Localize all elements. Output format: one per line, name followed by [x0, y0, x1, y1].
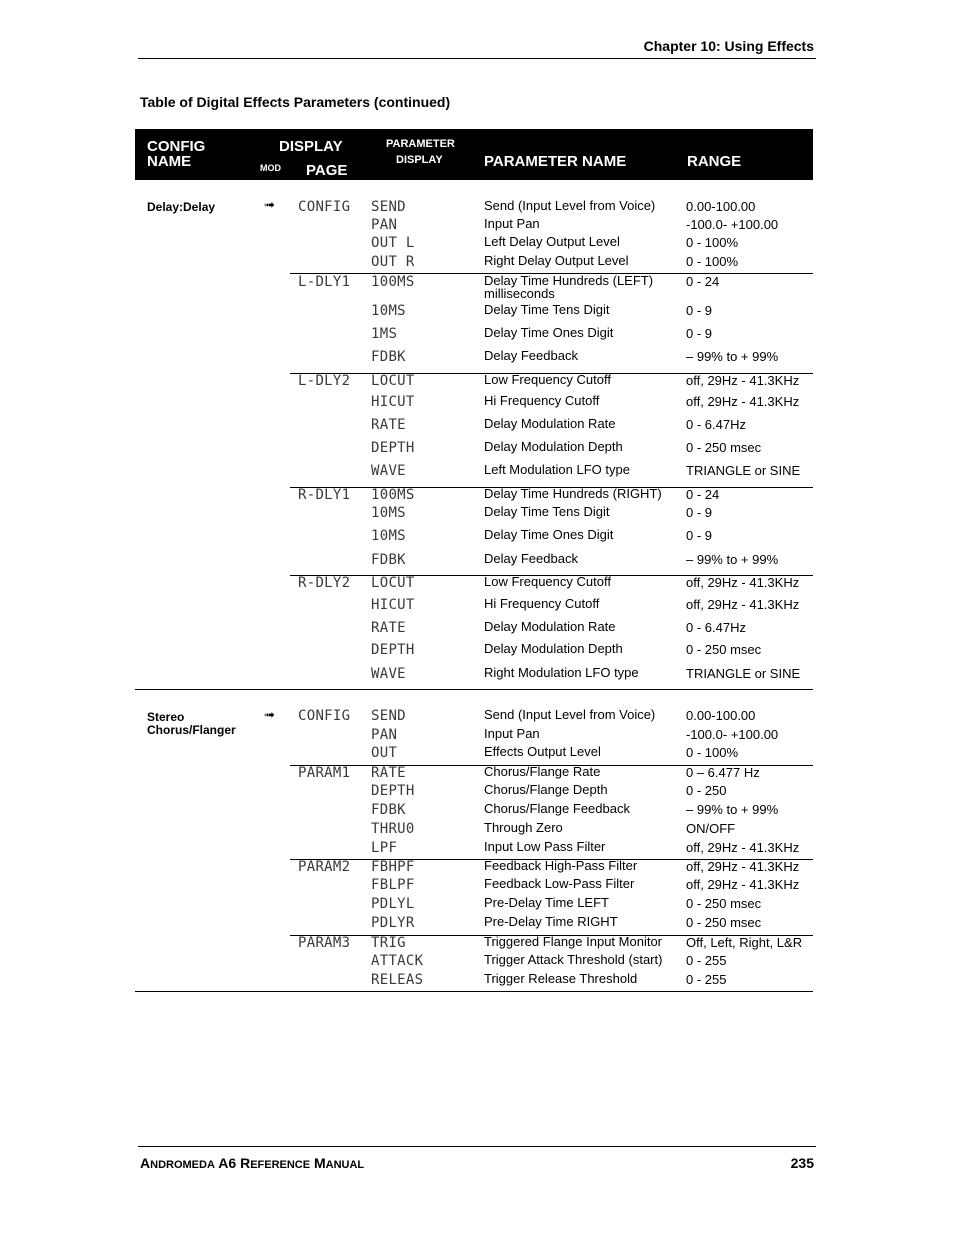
parameter-display: SEND	[371, 708, 406, 724]
parameter-display: FDBK	[371, 552, 406, 568]
parameter-display: LOCUT	[371, 373, 415, 389]
parameter-name: Delay Time Hundreds (RIGHT)	[484, 486, 662, 501]
col-parameter-name: PARAMETER NAME	[484, 153, 627, 170]
parameter-name: Delay Time Hundreds (LEFT)	[484, 273, 654, 288]
manual-title-part: NDROMEDA	[150, 1159, 215, 1171]
table-title: Table of Digital Effects Parameters (continued)	[140, 94, 451, 110]
parameter-range: 0 – 6.477 Hz	[686, 765, 760, 780]
parameter-range: TRIANGLE or SINE	[686, 463, 801, 478]
parameter-range: 0 - 255	[686, 953, 727, 968]
parameter-name: Chorus/Flange Rate	[484, 764, 601, 779]
display-page: CONFIG	[298, 708, 351, 724]
parameter-display: RATE	[371, 417, 406, 433]
parameter-range: 0 - 24	[686, 487, 720, 502]
parameter-display: WAVE	[371, 463, 406, 479]
parameter-range: TRIANGLE or SINE	[686, 666, 801, 681]
parameter-range: – 99% to + 99%	[686, 349, 779, 364]
group-separator	[290, 765, 813, 766]
parameter-name-continued: milliseconds	[484, 286, 555, 301]
config-name-chorus-flanger	[147, 711, 236, 737]
parameter-range: off, 29Hz - 41.3KHz	[686, 840, 800, 855]
parameter-name: Delay Time Ones Digit	[484, 325, 614, 340]
display-page: PARAM3	[298, 935, 351, 951]
parameter-range: off, 29Hz - 41.3KHz	[686, 373, 800, 388]
parameter-name: Trigger Release Threshold	[484, 971, 638, 986]
parameter-range: off, 29Hz - 41.3KHz	[686, 859, 800, 874]
parameter-range: 0.00-100.00	[686, 708, 756, 723]
parameter-name: Delay Time Tens Digit	[484, 504, 610, 519]
manual-title-part: ANUAL	[325, 1159, 365, 1171]
manual-title-part: M	[310, 1155, 326, 1171]
display-page: PARAM2	[298, 859, 351, 875]
table-end-rule	[135, 991, 813, 992]
footer-rule	[138, 1146, 816, 1147]
parameter-display: OUT	[371, 745, 398, 761]
group-separator	[290, 487, 813, 488]
table-header	[135, 129, 813, 180]
parameter-display: DEPTH	[371, 642, 415, 658]
parameter-range: 0 - 9	[686, 303, 713, 318]
parameter-range: -100.0- +100.00	[686, 727, 779, 742]
parameter-display: 1MS	[371, 326, 398, 342]
parameter-range: 0 - 24	[686, 274, 720, 289]
col-config-line2: NAME	[147, 153, 192, 170]
parameter-display: FDBK	[371, 802, 406, 818]
parameter-range: 0 - 100%	[686, 235, 739, 250]
mod-arrow-icon: ➟	[264, 197, 275, 212]
parameter-name: Hi Frequency Cutoff	[484, 596, 600, 611]
parameter-name: Pre-Delay Time RIGHT	[484, 914, 618, 929]
parameter-display: RATE	[371, 765, 406, 781]
parameter-display: OUT L	[371, 235, 415, 251]
display-page: R-DLY1	[298, 487, 351, 503]
parameter-range: – 99% to + 99%	[686, 552, 779, 567]
display-page: CONFIG	[298, 199, 351, 215]
group-separator	[290, 935, 813, 936]
parameter-display: LPF	[371, 840, 398, 856]
parameter-display: PDLYR	[371, 915, 415, 931]
parameter-range: 0 - 100%	[686, 254, 739, 269]
parameter-range: 0 - 250 msec	[686, 642, 762, 657]
col-display: DISPLAY	[279, 138, 343, 155]
chapter-heading: Chapter 10: Using Effects	[643, 38, 814, 54]
manual-title-part: A6 R	[214, 1155, 251, 1171]
col-page: PAGE	[306, 162, 348, 179]
parameter-display: FDBK	[371, 349, 406, 365]
parameter-display: OUT R	[371, 254, 415, 270]
parameter-display: WAVE	[371, 666, 406, 682]
parameter-display: PAN	[371, 727, 398, 743]
col-param-display-line2: DISPLAY	[396, 154, 443, 166]
parameter-name: Send (Input Level from Voice)	[484, 198, 656, 213]
group-separator	[290, 373, 813, 374]
parameter-range: 0 - 255	[686, 972, 727, 987]
parameter-name: Right Modulation LFO type	[484, 665, 639, 680]
parameter-range: -100.0- +100.00	[686, 217, 779, 232]
parameter-display: 10MS	[371, 528, 406, 544]
manual-title-part: EFERENCE	[250, 1159, 311, 1171]
parameter-name: Input Pan	[484, 216, 540, 231]
parameter-range: 0 - 9	[686, 528, 713, 543]
parameter-name: Delay Modulation Depth	[484, 439, 623, 454]
parameter-name: Pre-Delay Time LEFT	[484, 895, 609, 910]
parameter-name: Through Zero	[484, 820, 563, 835]
parameter-name: Delay Modulation Rate	[484, 416, 616, 431]
parameter-range: 0 - 9	[686, 326, 713, 341]
parameter-display: ATTACK	[371, 953, 424, 969]
parameter-name: Delay Feedback	[484, 551, 578, 566]
parameter-display: FBLPF	[371, 877, 415, 893]
parameter-range: 0 - 250 msec	[686, 915, 762, 930]
parameter-display: RELEAS	[371, 972, 424, 988]
section-separator	[135, 689, 813, 690]
parameter-name: Chorus/Flange Depth	[484, 782, 608, 797]
parameter-name: Delay Modulation Rate	[484, 619, 616, 634]
parameter-name: Low Frequency Cutoff	[484, 372, 611, 387]
parameter-name: Triggered Flange Input Monitor	[484, 934, 663, 949]
parameter-range: Off, Left, Right, L&R	[686, 935, 803, 950]
parameter-range: 0 - 6.47Hz	[686, 620, 746, 635]
parameter-range: 0 - 9	[686, 505, 713, 520]
parameter-name: Effects Output Level	[484, 744, 601, 759]
parameter-display: 100MS	[371, 274, 415, 290]
parameter-display: TRIG	[371, 935, 406, 951]
group-separator	[290, 575, 813, 576]
parameter-display: FBHPF	[371, 859, 415, 875]
config-name-line: Delay:Delay	[147, 200, 216, 214]
parameter-range: 0 - 100%	[686, 745, 739, 760]
parameter-name: Input Low Pass Filter	[484, 839, 606, 854]
parameter-display: HICUT	[371, 394, 415, 410]
parameter-display: DEPTH	[371, 440, 415, 456]
parameter-display: SEND	[371, 199, 406, 215]
parameter-range: 0 - 250 msec	[686, 896, 762, 911]
parameter-name: Delay Feedback	[484, 348, 578, 363]
parameter-display: DEPTH	[371, 783, 415, 799]
parameter-display: 10MS	[371, 303, 406, 319]
display-page: R-DLY2	[298, 575, 351, 591]
parameter-display: PDLYL	[371, 896, 415, 912]
display-page: PARAM1	[298, 765, 351, 781]
parameter-name: Left Modulation LFO type	[484, 462, 630, 477]
parameter-name: Chorus/Flange Feedback	[484, 801, 630, 816]
mod-arrow-icon: ➟	[264, 707, 275, 722]
parameter-display: 10MS	[371, 505, 406, 521]
col-config-line1: CONFIG	[147, 138, 206, 155]
parameter-name: Feedback Low-Pass Filter	[484, 876, 635, 891]
group-separator	[290, 273, 813, 274]
parameter-name: Trigger Attack Threshold (start)	[484, 952, 663, 967]
parameter-name: Right Delay Output Level	[484, 253, 629, 268]
col-mod: MOD	[260, 163, 281, 173]
config-name-delay	[147, 201, 215, 214]
parameter-range: off, 29Hz - 41.3KHz	[686, 597, 800, 612]
page-number: 235	[790, 1155, 814, 1171]
parameter-range: off, 29Hz - 41.3KHz	[686, 394, 800, 409]
parameter-range: – 99% to + 99%	[686, 802, 779, 817]
config-name-line: Stereo	[147, 710, 185, 724]
parameter-display: HICUT	[371, 597, 415, 613]
parameter-name: Low Frequency Cutoff	[484, 574, 611, 589]
parameter-name: Feedback High-Pass Filter	[484, 858, 638, 873]
group-separator	[290, 859, 813, 860]
parameter-name: Input Pan	[484, 726, 540, 741]
parameter-display: 100MS	[371, 487, 415, 503]
parameter-range: 0 - 250	[686, 783, 727, 798]
config-name-line: Chorus/Flanger	[147, 723, 236, 737]
manual-title	[140, 1155, 364, 1171]
parameter-range: off, 29Hz - 41.3KHz	[686, 877, 800, 892]
parameter-range: ON/OFF	[686, 821, 736, 836]
header-rule	[138, 58, 816, 59]
parameter-range: 0 - 250 msec	[686, 440, 762, 455]
parameter-name: Delay Time Tens Digit	[484, 302, 610, 317]
parameter-name: Delay Time Ones Digit	[484, 527, 614, 542]
parameter-display: RATE	[371, 620, 406, 636]
parameter-name: Send (Input Level from Voice)	[484, 707, 656, 722]
col-range: RANGE	[687, 153, 742, 170]
parameter-name: Left Delay Output Level	[484, 234, 620, 249]
display-page: L-DLY1	[298, 274, 351, 290]
parameter-display: PAN	[371, 217, 398, 233]
parameter-range: off, 29Hz - 41.3KHz	[686, 575, 800, 590]
col-param-display-line1: PARAMETER	[386, 138, 455, 150]
parameter-display: THRU0	[371, 821, 415, 837]
parameter-name: Hi Frequency Cutoff	[484, 393, 600, 408]
manual-title-part: A	[140, 1155, 151, 1171]
parameter-name: Delay Modulation Depth	[484, 641, 623, 656]
parameter-display: LOCUT	[371, 575, 415, 591]
parameter-range: 0 - 6.47Hz	[686, 417, 746, 432]
parameter-range: 0.00-100.00	[686, 199, 756, 214]
display-page: L-DLY2	[298, 373, 351, 389]
